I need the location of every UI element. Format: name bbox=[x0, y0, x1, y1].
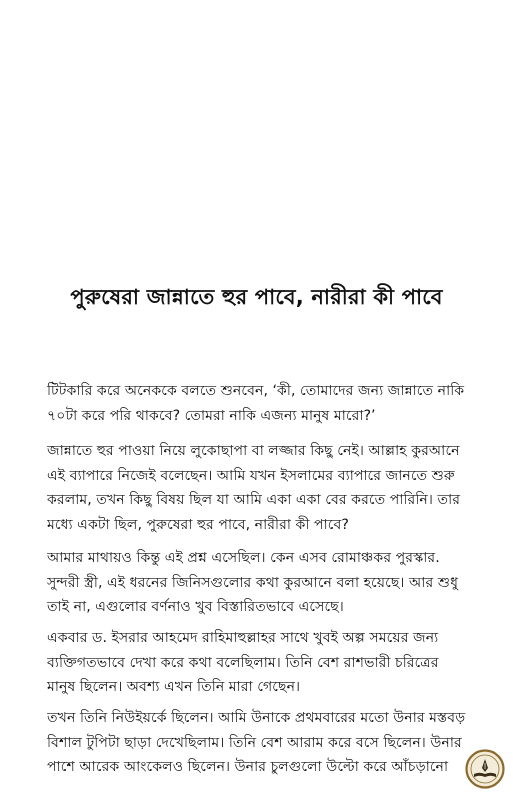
text-line: টিটকারি করে অনেককে বলতে শুনবেন, ‘কী, তোমাদের জন্য জান্নাতে নাকি bbox=[47, 383, 465, 399]
text-line: পাশে আরেক আংকেলও ছিলেন। উনার চুলগুলো উল্টো করে আঁচড়ানো bbox=[47, 759, 449, 775]
text-line: ব্যক্তিগতভাবে দেখা করে কথা বলেছিলাম। তিনি বেশ রাশভারী চরিত্রের bbox=[47, 654, 439, 671]
text-line: তাই না, এগুলোর বর্ণনাও খুব বিস্তারিতভাবে এসেছে। bbox=[47, 599, 344, 615]
chapter-title: পুরুষেরা জান্নাতে হুর পাবে, নারীরা কী পাবে bbox=[70, 285, 443, 309]
text-line: করলাম, তখন কিছু বিষয় ছিল যা আমি একা একা বের করতে পারিনি। তার bbox=[47, 492, 461, 508]
book-pen-seal-icon bbox=[465, 749, 505, 789]
text-line: একবার ড. ইসরার আহমেদ রাহিমাহুল্লাহর সাথে খুবই অল্প সময়ের জন্য bbox=[47, 630, 439, 646]
text-line: সুন্দরী স্ত্রী, এই ধরনের জিনিসগুলোর কথা কুরআনে বলা হয়েছে। আর শুধু bbox=[47, 574, 459, 591]
text-line: মধ্যে একটা ছিল, পুরুষেরা হুর পাবে, নারীরা কী পাবে? bbox=[47, 516, 349, 533]
text-line: আমার মাথায়ও কিন্তু এই প্রশ্ন এসেছিল। কেন এসব রোমাঞ্চকর পুরস্কার. bbox=[47, 550, 440, 566]
paragraph-2 bbox=[47, 439, 513, 537]
text-line: বিশাল টুপিটা ছাড়া দেখেছিলাম। তিনি বেশ আরাম করে বসে ছিলেন। উনার bbox=[47, 734, 462, 751]
paragraph-4 bbox=[47, 626, 513, 700]
paragraph-5 bbox=[47, 706, 513, 780]
text-line: এই ব্যাপারে নিজেই বলেছেন। আমি যখন ইসলামের ব্যাপারে জানতে শুরু bbox=[47, 467, 455, 484]
text-line: জান্নাতে হুর পাওয়া নিয়ে লুকোছাপা বা লজ্জার কিছু নেই। আল্লাহ কুরআনে bbox=[47, 443, 460, 459]
text-line: মানুষ ছিলেন। অবশ্য এখন তিনি মারা গেছেন। bbox=[47, 679, 301, 695]
paragraph-3 bbox=[47, 546, 513, 620]
text-line: তখন তিনি নিউইয়র্কে ছিলেন। আমি উনাকে প্রথমবারের মতো উনার মস্তবড় bbox=[47, 710, 466, 726]
text-line: ৭০টা করে পরি থাকবে? তোমরা নাকি এজন্য মানুষ মারো?’ bbox=[47, 407, 376, 424]
paragraph-1 bbox=[47, 379, 513, 428]
